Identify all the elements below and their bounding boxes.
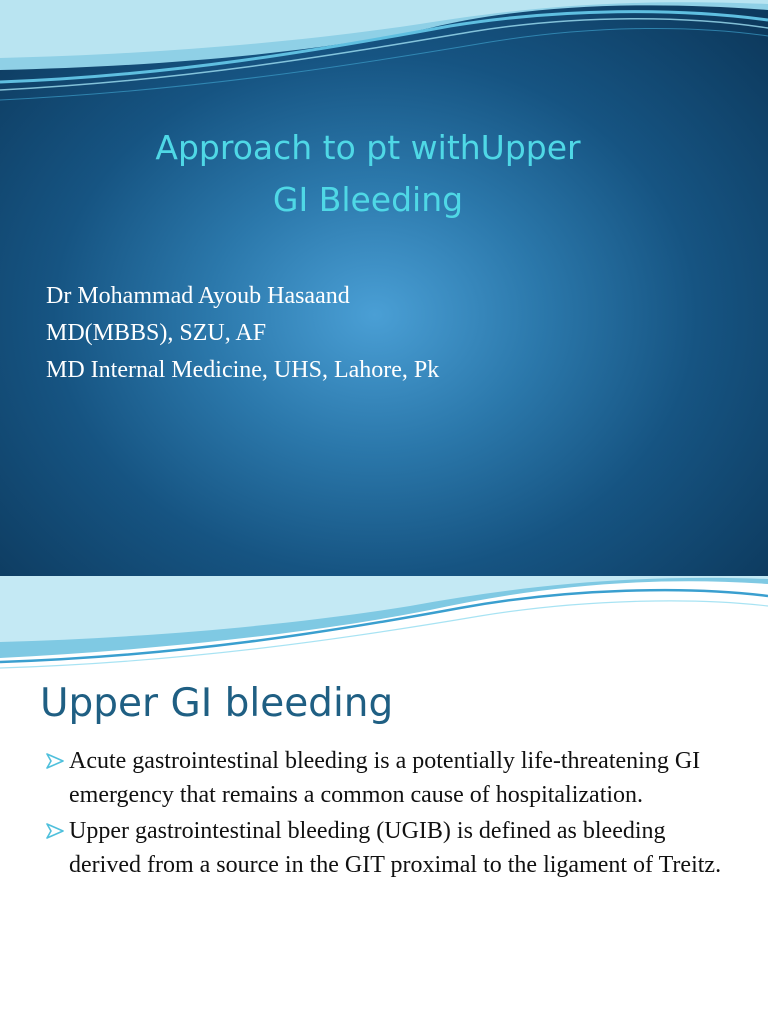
arrow-bullet-icon [46, 823, 64, 839]
bullet-text: Upper gastrointestinal bleeding (UGIB) is defined as bleeding derived from a source in the GIT proximal to the ligament of Treitz. [69, 818, 722, 878]
slide-title [0, 122, 736, 226]
arrow-bullet-icon [46, 753, 64, 769]
presenter-name: Dr Mohammad Ayoub Hasaand [46, 283, 350, 309]
bullet-item [46, 744, 736, 812]
slide-title-line: GI Bleeding [272, 180, 464, 219]
presenter-info [46, 278, 726, 389]
bullet-list [46, 744, 736, 884]
header-wave-decoration [0, 576, 768, 671]
header-wave-decoration [0, 0, 768, 110]
bullet-item [46, 814, 736, 882]
content-slide [0, 576, 768, 1024]
bullet-text: Acute gastrointestinal bleeding is a potentially life-threatening GI emergency that remains a common cause of hospitalization. [69, 748, 701, 808]
presenter-degree: MD(MBBS), SZU, AF [46, 320, 267, 346]
slide-title: Upper GI bleeding [40, 681, 394, 726]
slide-title-line: Approach to pt withUpper [155, 128, 581, 167]
presenter-affiliation: MD Internal Medicine, UHS, Lahore, Pk [46, 357, 440, 383]
